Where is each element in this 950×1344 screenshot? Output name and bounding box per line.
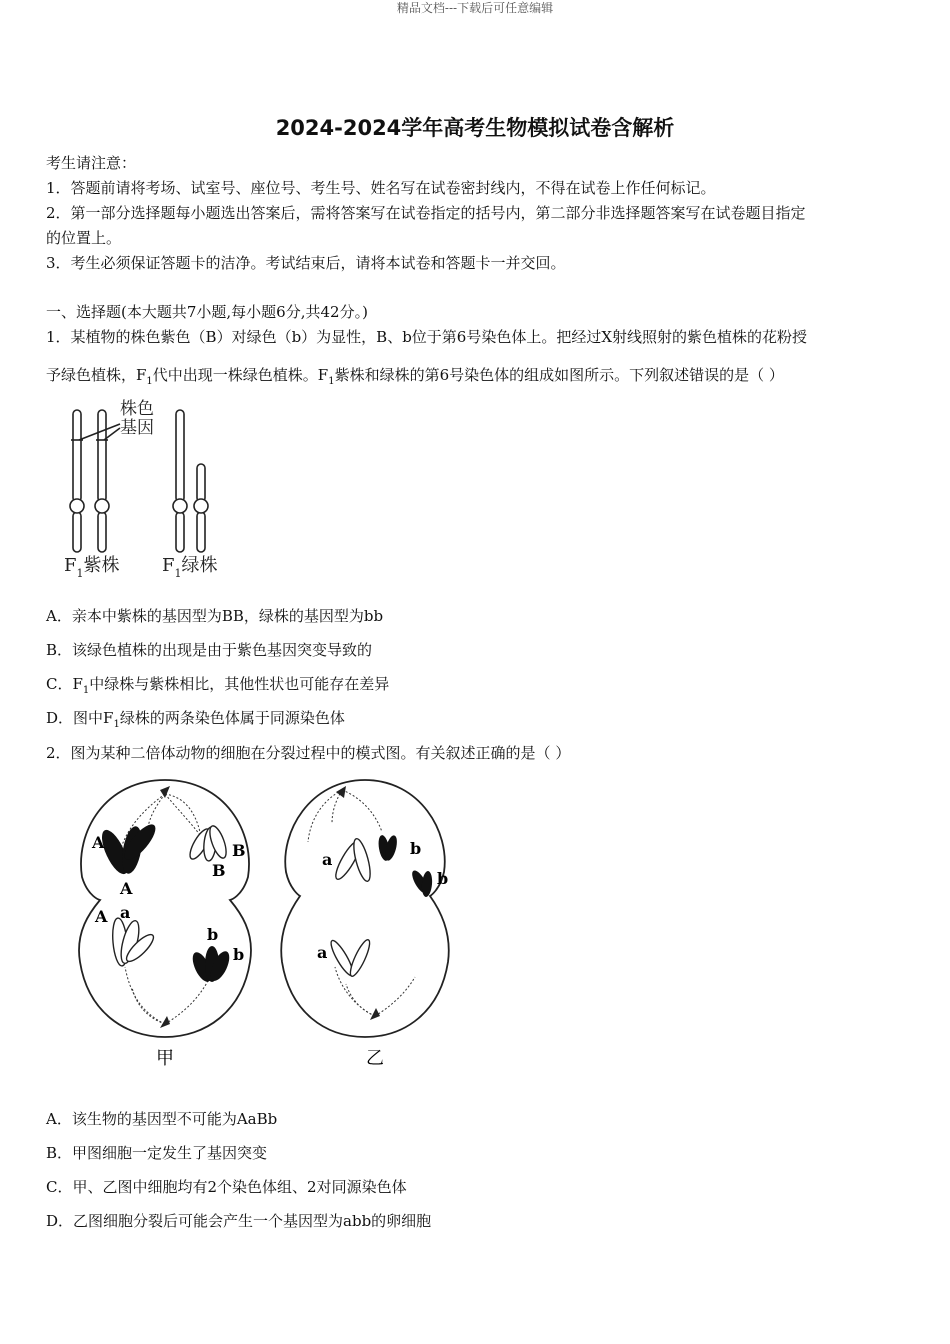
q1-stem-line1: 1．某植物的株色紫色（B）对绿色（b）为显性，B、b位于第6号染色体上。把经过X射线照射的紫色植株的花粉授 bbox=[46, 328, 808, 346]
gene-label-jia-B2: B bbox=[212, 861, 226, 880]
gene-label-yi-a2: a bbox=[317, 943, 328, 962]
label-f1-purple: $F_1$紫株 bbox=[64, 555, 120, 580]
q1-stem-part-b: 代中出现一株绿色植株。F bbox=[152, 366, 329, 384]
section-heading: 一、选择题(本大题共7小题,每小题6分,共42分。) bbox=[46, 303, 368, 321]
notice-item-2: 2．第一部分选择题每小题选出答案后，需将答案写在试卷指定的括号内，第二部分非选择题答案写在试卷题目指定 bbox=[46, 204, 806, 222]
gene-label-jia-a: a bbox=[120, 903, 131, 922]
green-chromosome-1-upper bbox=[176, 410, 184, 502]
q1-option-c-a: C．F bbox=[46, 675, 83, 693]
q2-cell-figure bbox=[70, 772, 470, 1072]
purple-chromosome-1-lower bbox=[73, 512, 81, 552]
q1-option-c bbox=[46, 674, 389, 701]
purple-centromere-1 bbox=[70, 499, 84, 513]
cell-yi-label: 乙 bbox=[366, 1048, 384, 1069]
q1-option-c-sub: 1 bbox=[82, 685, 90, 696]
gene-label-yi-b1: b bbox=[410, 839, 422, 858]
green-centromere-1 bbox=[173, 499, 187, 513]
green-chromosome-1-lower bbox=[176, 512, 184, 552]
gene-label-jia-A1: A bbox=[92, 833, 105, 852]
page-title: 2024-2024学年高考生物模拟试卷含解析 bbox=[275, 116, 675, 140]
header-note: 精品文档---下载后可任意编辑 bbox=[396, 1, 554, 15]
purple-chromosome-2-upper bbox=[98, 410, 106, 502]
q2-stem: 2．图为某种二倍体动物的细胞在分裂过程中的模式图。有关叙述正确的是（ ） bbox=[46, 744, 571, 762]
q1-option-d-sub: 1 bbox=[113, 719, 120, 730]
q1-option-b: B．该绿色植株的出现是由于紫色基因突变导致的 bbox=[46, 641, 373, 659]
label-f1-green: $F_1$绿株 bbox=[162, 555, 218, 580]
gene-label-jia-B1: B bbox=[232, 841, 246, 860]
gene-label-yi-b2: b bbox=[437, 869, 449, 888]
green-chromosome-2-lower bbox=[197, 512, 205, 552]
q2-option-c: C．甲、乙图中细胞均有2个染色体组、2对同源染色体 bbox=[46, 1178, 407, 1196]
gene-label-2: 基因 bbox=[120, 418, 154, 438]
gene-label-jia-A2: A bbox=[120, 879, 133, 898]
q2-option-d: D．乙图细胞分裂后可能会产生一个基因型为abb的卵细胞 bbox=[46, 1212, 432, 1230]
purple-chromosome-2-lower bbox=[98, 512, 106, 552]
q1-stem-part-c: 紫株和绿株的第6号染色体的组成如图所示。下列叙述错误的是（ ） bbox=[334, 366, 784, 384]
gene-label-yi-a1: a bbox=[322, 850, 333, 869]
green-chromosome-2-upper bbox=[197, 464, 205, 502]
q1-sub-1: 1 bbox=[146, 376, 153, 387]
q1-option-d-b: 绿株的两条染色体属于同源染色体 bbox=[119, 709, 345, 727]
purple-chromosome-1-upper bbox=[73, 410, 81, 502]
gene-label-1: 株色 bbox=[120, 399, 154, 419]
notice-item-2-cont: 的位置上。 bbox=[46, 229, 122, 247]
gene-label-jia-b1: b bbox=[207, 925, 219, 944]
gene-label-jia-b2: b bbox=[233, 945, 245, 964]
q1-stem-part-a: 予绿色植株，F bbox=[46, 366, 147, 384]
q2-option-b: B．甲图细胞一定发生了基因突变 bbox=[46, 1144, 268, 1162]
gene-label-jia-A3: A bbox=[95, 907, 108, 926]
q1-chromosome-figure bbox=[58, 398, 238, 583]
q1-option-d bbox=[46, 708, 345, 735]
notice-item-1: 1．答题前请将考场、试室号、座位号、考生号、姓名写在试卷密封线内，不得在试卷上作任何标记。 bbox=[46, 179, 716, 197]
cell-yi-membrane bbox=[281, 780, 449, 1037]
q1-option-a: A．亲本中紫株的基因型为BB，绿株的基因型为bb bbox=[46, 607, 384, 625]
q2-option-a: A．该生物的基因型不可能为AaBb bbox=[46, 1110, 278, 1128]
cell-jia-label: 甲 bbox=[156, 1048, 174, 1069]
notice-heading: 考生请注意： bbox=[46, 154, 137, 172]
notice-item-3: 3．考生必须保证答题卡的洁净。考试结束后，请将本试卷和答题卡一并交回。 bbox=[46, 254, 566, 272]
q1-sub-2: 1 bbox=[328, 376, 335, 387]
purple-centromere-2 bbox=[95, 499, 109, 513]
q1-option-d-a: D．图中F bbox=[46, 709, 114, 727]
q1-stem-line2 bbox=[46, 365, 784, 392]
green-centromere-2 bbox=[194, 499, 208, 513]
q1-option-c-b: 中绿株与紫株相比，其他性状也可能存在差异 bbox=[89, 675, 390, 693]
